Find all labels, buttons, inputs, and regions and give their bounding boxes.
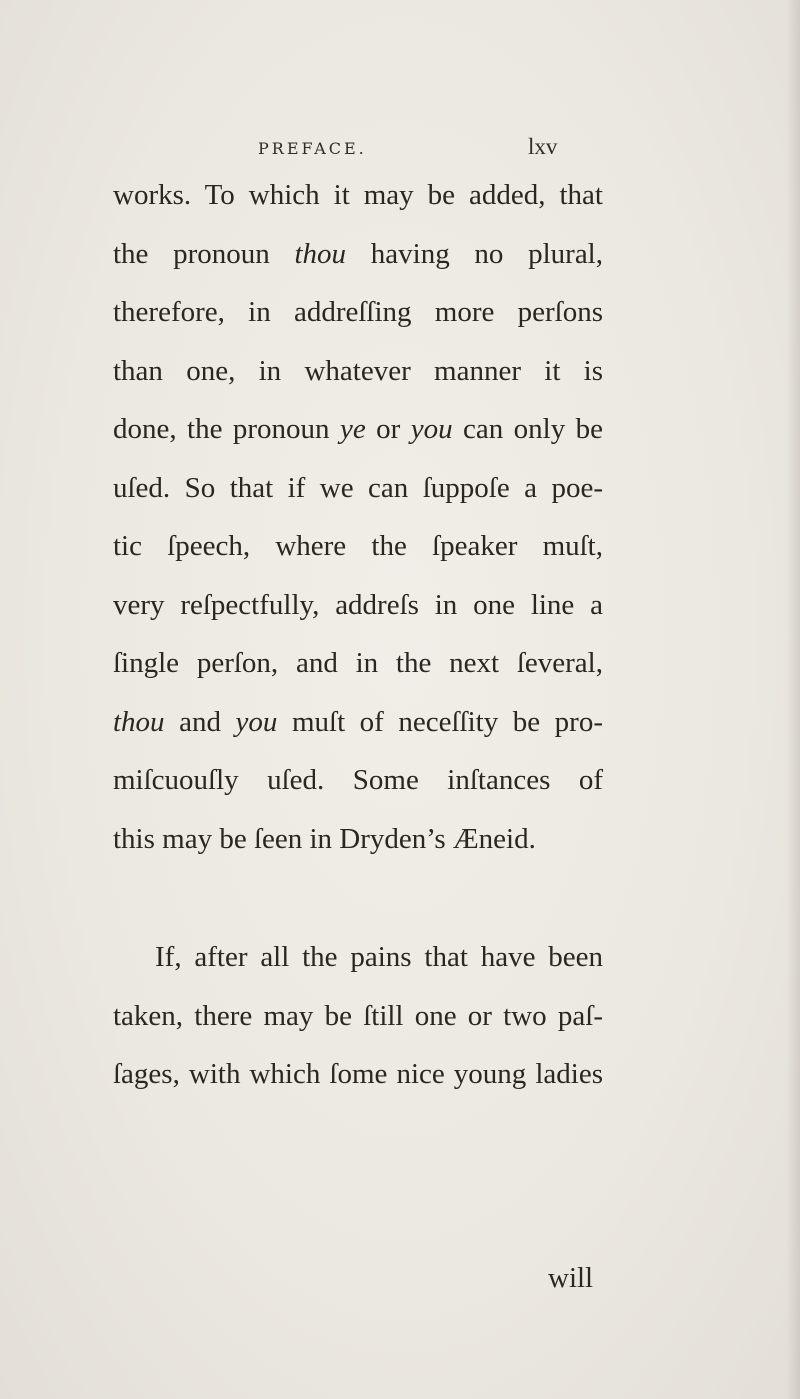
text-line: [113, 166, 603, 225]
text-line: [113, 459, 603, 518]
page-number: lxv: [528, 134, 558, 159]
text-line: [113, 342, 603, 401]
catchword: will: [548, 1262, 594, 1294]
paragraph-gap: [113, 868, 603, 928]
text-run: than one, in whatever manner it is: [113, 354, 603, 387]
text-line: [113, 810, 603, 869]
italic-word: you: [410, 413, 453, 445]
text-line: [113, 400, 603, 459]
paragraph-2: [113, 928, 603, 1104]
text-line: [113, 283, 603, 342]
text-run: muſt of neceſſity be pro-: [277, 705, 603, 738]
text-line: [113, 517, 603, 576]
text-run: uſed. So that if we can ſuppoſe a poe-: [113, 471, 603, 504]
text-run: done, the pronoun: [113, 413, 340, 445]
text-run: the pronoun: [113, 237, 295, 270]
text-run: and: [164, 705, 236, 738]
italic-word: you: [235, 705, 278, 738]
body-text: [113, 166, 603, 1104]
text-run: or: [365, 413, 411, 445]
text-line: [113, 1045, 603, 1104]
text-line: [113, 634, 603, 693]
text-run: this may be ſeen in Dryden’s Æneid.: [113, 822, 536, 855]
text-run: can only be: [452, 413, 603, 445]
text-line: [113, 576, 603, 635]
italic-word: ye: [339, 413, 366, 445]
italic-word: thou: [294, 237, 347, 270]
text-run: having no plural,: [346, 237, 603, 270]
text-run: works. To which it may be added, that: [113, 179, 603, 211]
text-line: [113, 751, 603, 810]
text-run: tic ſpeech, where the ſpeaker muſt,: [113, 530, 603, 562]
text-line: [113, 225, 603, 284]
text-run: ſingle perſon, and in the next ſeveral,: [113, 647, 603, 679]
text-run: taken, there may be ſtill one or two paſ-: [113, 999, 603, 1032]
page-header: [0, 133, 800, 163]
text-line: [113, 987, 603, 1046]
text-run: miſcuouſly uſed. Some inſtances of: [113, 764, 603, 796]
text-run: If, after all the pains that have been: [155, 941, 603, 973]
text-line: [113, 693, 603, 752]
text-run: very reſpectfully, addreſs in one line a: [113, 588, 603, 621]
text-run: therefore, in addreſſing more perſons: [113, 296, 603, 328]
paragraph-1: [113, 166, 603, 868]
running-head: PREFACE.: [258, 139, 367, 158]
text-line: [113, 928, 603, 987]
italic-word: thou: [113, 705, 165, 738]
page-edge-shadow: [786, 0, 800, 1399]
text-run: ſages, with which ſome nice young ladies: [113, 1058, 603, 1090]
